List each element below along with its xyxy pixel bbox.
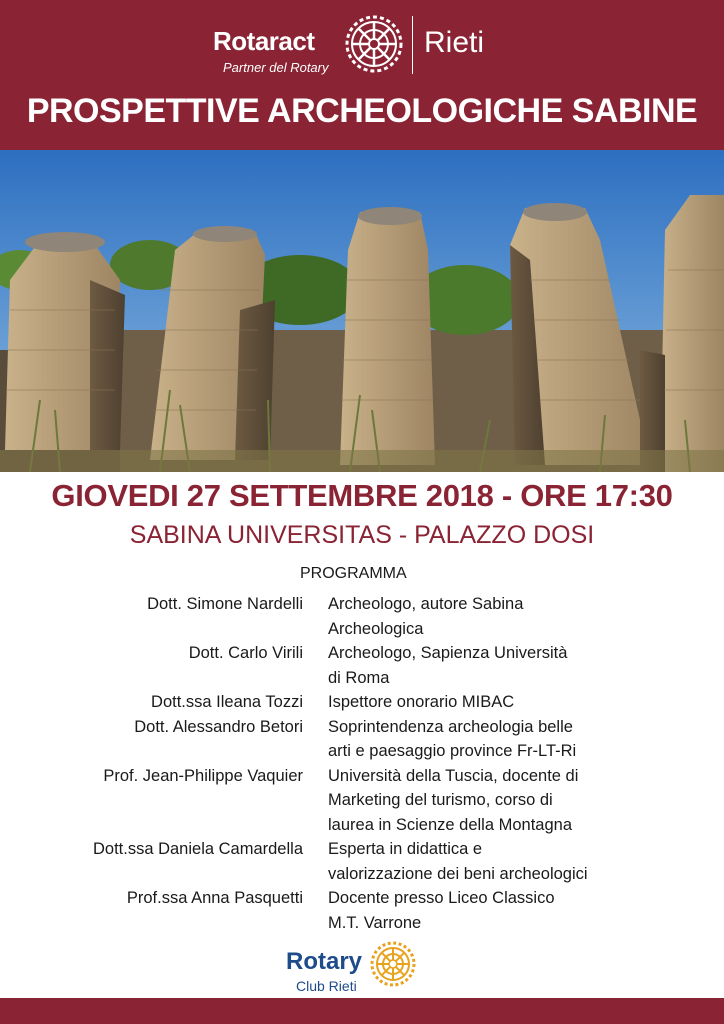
- speaker-role-line: Docente presso Liceo Classico: [328, 889, 555, 907]
- speaker-role: [328, 641, 648, 690]
- rotaract-logo: [0, 8, 724, 83]
- speaker-role-line: Marketing del turismo, corso di: [328, 791, 553, 809]
- rotary-wheel-icon: [369, 940, 417, 988]
- list-item: [0, 592, 724, 641]
- program-list: [0, 592, 724, 935]
- rotary-wheel-icon: [343, 13, 405, 75]
- page-title: PROSPETTIVE ARCHEOLOGICHE SABINE: [26, 92, 698, 130]
- speaker-role-line: Soprintendenza archeologia belle: [328, 717, 573, 736]
- speaker-role-line: Archeologo, autore Sabina: [328, 595, 524, 613]
- speaker-name: Dott. Alessandro Betori: [134, 717, 303, 736]
- list-item: [0, 886, 724, 935]
- list-item: [0, 715, 724, 764]
- speaker-role: [328, 837, 648, 886]
- speaker-role-line: M.T. Varrone: [328, 913, 422, 932]
- speaker-name: Prof. Jean-Philippe Vaquier: [103, 766, 303, 785]
- footer-subtitle: Club Rieti: [296, 978, 357, 994]
- speaker-name: Dott.ssa Ileana Tozzi: [151, 693, 303, 711]
- speaker-role-line: valorizzazione dei beni archeologici: [328, 864, 588, 883]
- speaker-role-line: Esperta in didattica e: [328, 840, 483, 858]
- list-item: [0, 641, 724, 690]
- footer-bar: [0, 998, 724, 1024]
- speaker-role-line: laurea in Scienze della Montagna: [328, 815, 572, 834]
- speaker-name: Dott. Simone Nardelli: [147, 595, 303, 613]
- brand-name: Rotaract: [213, 26, 315, 56]
- speaker-role: [328, 690, 648, 715]
- speaker-role-line: arti e paesaggio province Fr-LT-Ri: [328, 742, 577, 760]
- speaker-role: [328, 715, 648, 764]
- list-item: [0, 837, 724, 886]
- brand-divider: [412, 16, 413, 74]
- rotary-club-logo: [0, 938, 724, 998]
- ruined-brick-pillars-icon: [0, 150, 724, 472]
- speaker-name: Prof.ssa Anna Pasquetti: [126, 889, 303, 907]
- speaker-name: Dott. Carlo Virili: [188, 644, 303, 662]
- footer-brand-name: Rotary: [286, 948, 363, 975]
- header-banner: [0, 0, 724, 150]
- speaker-role: [328, 764, 648, 838]
- speaker-role-line: Università della Tuscia, docente di: [328, 766, 579, 785]
- program-heading: PROGRAMMA: [300, 565, 407, 582]
- speaker-name: Dott.ssa Daniela Camardella: [92, 840, 303, 858]
- speaker-role-line: Ispettore onorario MIBAC: [328, 693, 515, 711]
- list-item: [0, 690, 724, 715]
- speaker-role-line: di Roma: [328, 668, 390, 687]
- event-venue: SABINA UNIVERSITAS - PALAZZO DOSI: [129, 521, 595, 549]
- speaker-role: [328, 886, 648, 935]
- list-item: [0, 764, 724, 838]
- brand-subtitle: Partner del Rotary: [223, 60, 329, 75]
- speaker-role-line: Archeologica: [328, 619, 424, 638]
- speaker-role-line: Archeologo, Sapienza Università: [328, 644, 568, 662]
- speaker-role: [328, 592, 648, 641]
- brand-city: Rieti: [424, 26, 485, 59]
- event-date-time: GIOVEDI 27 SETTEMBRE 2018 - ORE 17:30: [51, 478, 673, 513]
